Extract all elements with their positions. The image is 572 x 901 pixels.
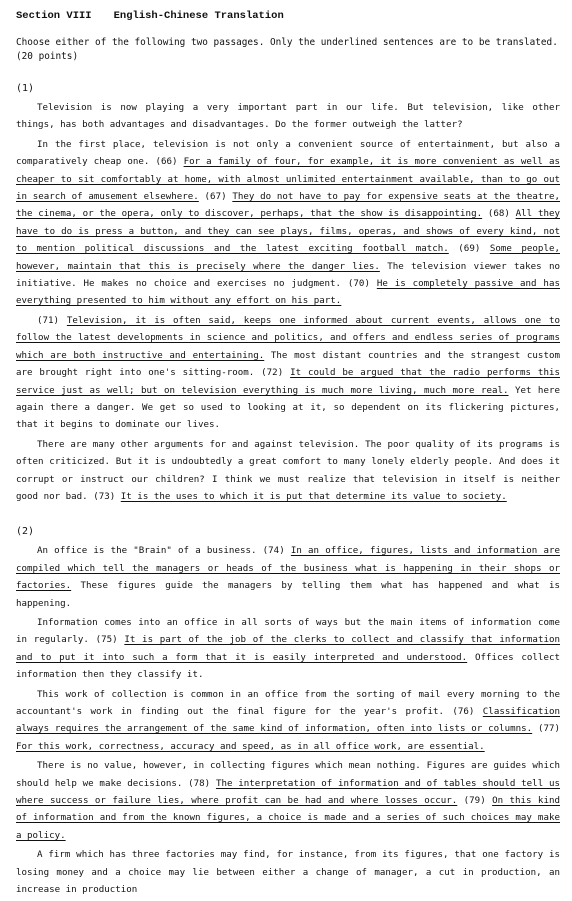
passage-1 [16, 83, 560, 506]
section-name: English-Chinese Translation [113, 10, 284, 22]
passage-label: (2) [16, 526, 35, 538]
underlined-sentence: Television, it is often said, keeps one informed about current events, allows one to follow the latest developments in science and politics, and offers and endless series of programs which are both instructive and entertaining. [16, 315, 560, 361]
paragraph [16, 847, 560, 899]
text-run: There are many other arguments for and against television. The poor quality of its programs is often criticized. But it is undoubtedly a great comfort to many lonely elderly people. And does it corrupt or instruct our children? I think we must realize that television in itself is neither good nor bad. (73) [16, 439, 560, 502]
text-run: (67) [198, 192, 233, 203]
paragraph [16, 615, 560, 685]
passage-label: (1) [16, 83, 35, 94]
underlined-sentence: It could be argued that the radio performs this service just as well; but on television everything is much more living, much more real. [16, 368, 560, 396]
underlined-sentence: On this kind of information and from the known figures, a choice is made and a series of such choices may make a policy. [16, 796, 560, 841]
paragraph [16, 758, 560, 845]
paragraph [16, 437, 560, 507]
text-run: These figures guide the managers by telling them what has happened and what is happening. [16, 581, 560, 609]
underlined-sentence: The interpretation of information and of tables should tell us where success or failure lies, where profit can be had and where losses occur. [16, 778, 560, 807]
underlined-sentence: It is part of the job of the clerks to collect and classify that information and to put it into such a form that it is easily interpreted and understood. [16, 635, 560, 663]
text-run: There is no value, however, in collecting figures which mean nothing. Figures are guides which should help we make decisions. (78) [16, 761, 560, 789]
text-run: In the first place, television is not only a convenient source of entertainment, but also a comparatively cheap one. (66) [16, 139, 560, 168]
underlined-sentence: Some people, however, maintain that this is precisely where the danger lies. [16, 244, 560, 272]
text-run: The television viewer takes no initiative. He makes no choice and exercises no judgment. (70) [16, 261, 560, 290]
underlined-sentence: It is the uses to which it is put that determine its value to society. [120, 491, 507, 502]
paragraph [16, 137, 560, 311]
instructions: Choose either of the following two passages. Only the underlined sentences are to be translated. (20 points) [16, 37, 558, 62]
underlined-sentence: For this work, correctness, accuracy and speed, as in all office work, are essential. [16, 741, 485, 752]
text-run: (79) [457, 796, 493, 807]
underlined-sentence: All they have to do is press a button, and they can see plays, films, operas, and shows of every kind, not to mention political discussions and the latest exciting football match. [16, 209, 560, 255]
underlined-sentence: For a family of four, for example, it is more convenient as well as cheaper to sit comfortably at home, with almost unlimited entertainment available, than to go out in search of amusement elsewhere. [16, 157, 560, 203]
underlined-sentence: He is completely passive and has everything presented to him without any effort on his part. [16, 279, 560, 307]
passage-body [16, 100, 560, 506]
text-run: (71) [37, 315, 67, 326]
passage-body [16, 543, 560, 899]
document-page [16, 10, 560, 901]
text-run: (69) [448, 244, 490, 255]
text-run: The most distant countries and the strangest custom are brought right into one's sitting-room. (72) [16, 350, 560, 379]
text-run: (77) [532, 724, 560, 735]
underlined-sentence: They do not have to pay for expensive seats at the theatre, the cinema, or the opera, only to discover, perhaps, that the show is disappointing. [16, 192, 560, 220]
passage-2 [16, 526, 560, 899]
text-run: A firm which has three factories may find, for instance, from its figures, that one factory is losing money and a choice may lie between either a change of manager, a cut in production, an increase in production [16, 850, 560, 896]
text-run: An office is the "Brain" of a business. (74) [37, 546, 291, 557]
paragraph [16, 687, 560, 757]
text-run: This work of collection is common in an office from the sorting of mail every morning to the accountant's work in finding out the final figure for the year's profit. (76) [16, 689, 560, 717]
text-run: Offices collect information then they classify it. [16, 652, 560, 681]
paragraph [16, 543, 560, 613]
section-heading [16, 10, 560, 22]
text-run: Information comes into an office in all sorts of ways but the main items of information come in regularly. (75) [16, 617, 560, 646]
text-run: Television is now playing a very important part in our life. But television, like other things, has both advantages and disadvantages. Do the former outweigh the latter? [16, 103, 560, 131]
underlined-sentence: In an office, figures, lists and information are compiled which tell the managers or heads of the business what is happening in their shops or factories. [16, 546, 560, 592]
section-number: Section VIII [16, 10, 92, 22]
underlined-sentence: Classification always requires the arrangement of the same kind of information, often into lists or columns. [16, 707, 560, 735]
text-run: (68) [482, 209, 516, 220]
paragraph [16, 100, 560, 135]
paragraph [16, 313, 560, 435]
text-run: Yet here again there a danger. We get so used to looking at it, so dependent on its flickering pictures, that it begins to dominate our lives. [16, 385, 560, 431]
